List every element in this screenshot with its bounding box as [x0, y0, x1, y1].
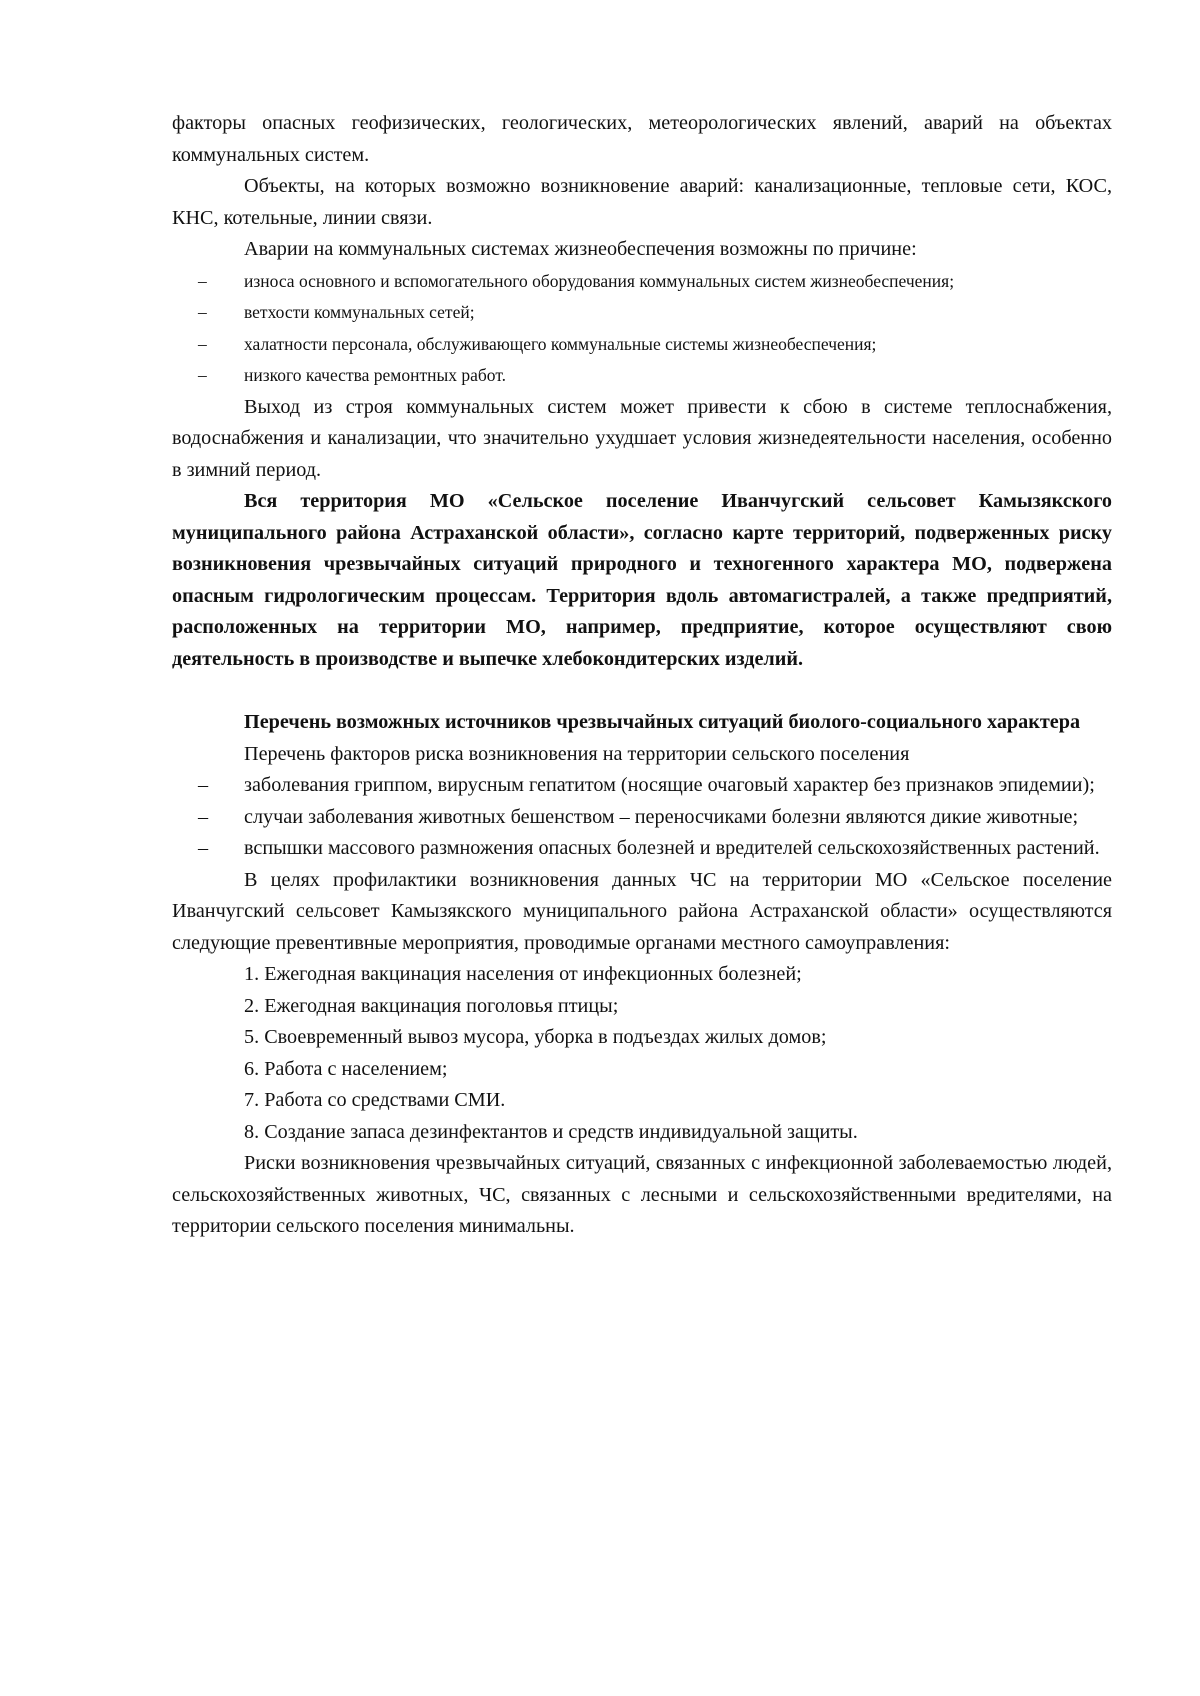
- section-heading: Перечень возможных источников чрезвычайных ситуаций биолого-социального характера: [244, 711, 1081, 733]
- dash-marker: –: [198, 333, 207, 354]
- list-item: 7. Работа со средствами СМИ.: [244, 1089, 506, 1111]
- list-item: 6. Работа с населением;: [244, 1057, 448, 1080]
- list-item: – ветхости коммунальных сетей;: [172, 297, 1112, 329]
- dash-marker: –: [198, 365, 207, 385]
- paragraph-objects: Объекты, на которых возможно возникновение аварий: канализационные, тепловые сети, КОС, КНС, котельные, линии связи.: [172, 175, 1112, 229]
- dash-marker: –: [198, 774, 209, 796]
- dash-marker: –: [198, 302, 207, 322]
- document-body: [172, 108, 1112, 1243]
- dash-marker: –: [198, 837, 209, 859]
- list-item: – случаи заболевания животных бешенством – переносчиками болезни являются дикие животные;: [172, 802, 1112, 834]
- list-item: 8. Создание запаса дезинфектантов и средств индивидуальной защиты.: [244, 1120, 858, 1143]
- paragraph-prevention: В целях профилактики возникновения данных ЧС на территории МО «Сельское поселение Иванчугский сельсовет Камызякского муниципального района Астраханской области» осуществляются следующие превентивные мероприятия, проводимые органами местного самоуправления:: [172, 868, 1112, 954]
- measures-list: [172, 959, 1112, 1148]
- paragraph-territory-bold: Вся территория МО «Сельское поселение Иванчугский сельсовет Камызякского муниципального района Астраханской области», согласно карте территорий, подверженных риску возникновения чрезвычайных ситуаций природного и техногенного характера МО, подвержена опасным гидрологическим процессам. Территория вдоль автомагистралей, а также предприятий, расположенных на территории МО, например, предприятие, которое осуществляют свою деятельность в производстве и выпечке хлебокондитерских изделий.: [172, 490, 1112, 670]
- list-item: – вспышки массового размножения опасных болезней и вредителей сельскохозяйственных растений.: [172, 833, 1112, 865]
- paragraph-risks: Риски возникновения чрезвычайных ситуаций, связанных с инфекционной заболеваемостью людей, сельскохозяйственных животных, ЧС, связанных с лесными и сельскохозяйственными вредителями, на территории сельского поселения минимальны.: [172, 1152, 1112, 1237]
- spacer: [172, 675, 1112, 707]
- list-item: – заболевания гриппом, вирусным гепатитом (носящие очаговый характер без признаков эпидемии);: [172, 770, 1112, 802]
- factors-list: [172, 770, 1112, 865]
- list-item: – износа основного и вспомогательного оборудования коммунальных систем жизнеобеспечения;: [172, 266, 1112, 298]
- dash-marker: –: [198, 805, 209, 828]
- list-item: – халатности персонала, обслуживающего коммунальные системы жизнеобеспечения;: [172, 329, 1112, 361]
- paragraph-causes-intro: Аварии на коммунальных системах жизнеобеспечения возможны по причине:: [244, 238, 917, 260]
- paragraph-failure: Выход из строя коммунальных систем может привести к сбою в системе теплоснабжения, водоснабжения и канализации, что значительно ухудшает условия жизнедеятельности населения, особенно в зимний период.: [172, 395, 1112, 481]
- paragraph-continuation: факторы опасных геофизических, геологических, метеорологических явлений, аварий на объектах коммунальных систем.: [172, 112, 1112, 166]
- list-item: – низкого качества ремонтных работ.: [172, 360, 1112, 392]
- list-item: 5. Своевременный вывоз мусора, уборка в подъездах жилых домов;: [244, 1026, 827, 1048]
- causes-list: [172, 266, 1112, 392]
- dash-marker: –: [198, 270, 207, 291]
- list-item: 2. Ежегодная вакцинация поголовья птицы;: [244, 994, 619, 1017]
- list-item: 1. Ежегодная вакцинация населения от инфекционных болезней;: [244, 963, 802, 985]
- paragraph-factors-intro: Перечень факторов риска возникновения на территории сельского поселения: [244, 742, 910, 765]
